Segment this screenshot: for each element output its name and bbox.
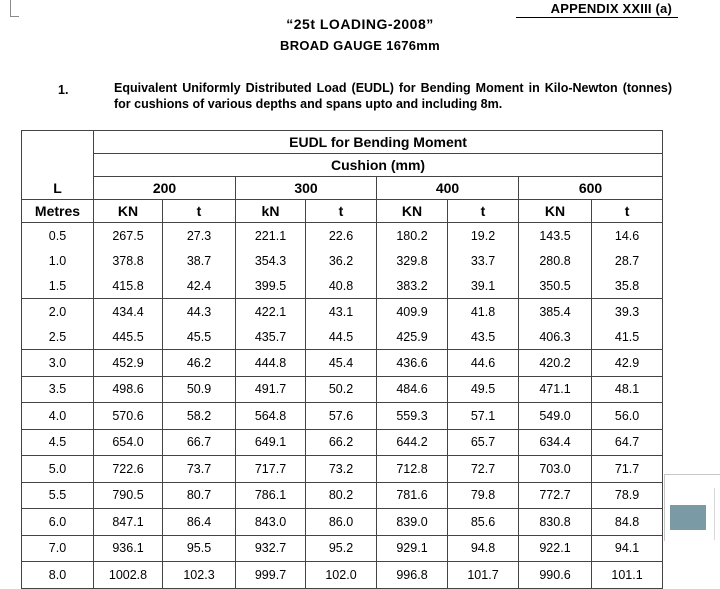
unit-header: t [448,200,519,223]
value-cell: 471.1 [519,376,592,403]
value-cell: 71.7 [592,456,663,483]
value-cell: 36.2 [306,248,377,273]
value-cell: 78.9 [592,482,663,509]
span-cell: 5.5 [22,482,94,509]
value-cell: 94.8 [448,535,519,562]
value-cell: 85.6 [448,509,519,536]
value-cell: 19.2 [448,223,519,249]
value-cell: 50.2 [306,376,377,403]
value-cell: 48.1 [592,376,663,403]
value-cell: 101.7 [448,562,519,589]
value-cell: 95.2 [306,535,377,562]
value-cell: 50.9 [163,376,236,403]
table-row [22,456,663,483]
span-cell: 4.5 [22,429,94,456]
span-cell: 3.5 [22,376,94,403]
document-title: “25t LOADING-2008” [286,16,434,32]
value-cell: 66.2 [306,429,377,456]
value-cell: 786.1 [236,482,306,509]
value-cell: 58.2 [163,403,236,430]
table-row [22,324,663,350]
value-cell: 644.2 [377,429,448,456]
value-cell: 79.8 [448,482,519,509]
value-cell: 420.2 [519,350,592,377]
value-cell: 57.1 [448,403,519,430]
value-cell: 383.2 [377,273,448,299]
span-cell: 6.0 [22,509,94,536]
value-cell: 385.4 [519,299,592,325]
value-cell: 415.8 [94,273,163,299]
unit-header: KN [377,200,448,223]
value-cell: 350.5 [519,273,592,299]
value-cell: 180.2 [377,223,448,249]
value-cell: 452.9 [94,350,163,377]
value-cell: 990.6 [519,562,592,589]
value-cell: 14.6 [592,223,663,249]
value-cell: 45.4 [306,350,377,377]
value-cell: 790.5 [94,482,163,509]
value-cell: 772.7 [519,482,592,509]
eudl-table [21,130,663,589]
span-cell: 5.0 [22,456,94,483]
value-cell: 95.5 [163,535,236,562]
value-cell: 33.7 [448,248,519,273]
value-cell: 425.9 [377,324,448,350]
value-cell: 830.8 [519,509,592,536]
span-cell: 0.5 [22,223,94,249]
value-cell: 45.5 [163,324,236,350]
span-cell: 2.5 [22,324,94,350]
value-cell: 43.1 [306,299,377,325]
value-cell: 73.2 [306,456,377,483]
span-cell: 1.0 [22,248,94,273]
table-row [22,509,663,536]
value-cell: 922.1 [519,535,592,562]
span-cell: 3.0 [22,350,94,377]
value-cell: 649.1 [236,429,306,456]
table-row [22,248,663,273]
value-cell: 484.6 [377,376,448,403]
value-cell: 781.6 [377,482,448,509]
value-cell: 267.5 [94,223,163,249]
value-cell: 143.5 [519,223,592,249]
value-cell: 712.8 [377,456,448,483]
cushion-value-header: 600 [519,177,663,200]
value-cell: 936.1 [94,535,163,562]
table-row [22,403,663,430]
value-cell: 41.5 [592,324,663,350]
value-cell: 35.8 [592,273,663,299]
cushion-value-header: 400 [377,177,519,200]
value-cell: 56.0 [592,403,663,430]
value-cell: 406.3 [519,324,592,350]
unit-header: KN [519,200,592,223]
corner-line-decoration [714,488,715,540]
value-cell: 86.4 [163,509,236,536]
value-cell: 436.6 [377,350,448,377]
span-cell: 1.5 [22,273,94,299]
value-cell: 38.7 [163,248,236,273]
value-cell: 378.8 [94,248,163,273]
value-cell: 221.1 [236,223,306,249]
value-cell: 703.0 [519,456,592,483]
value-cell: 722.6 [94,456,163,483]
span-unit-header: Metres [22,200,94,223]
value-cell: 84.8 [592,509,663,536]
value-cell: 42.9 [592,350,663,377]
value-cell: 549.0 [519,403,592,430]
value-cell: 839.0 [377,509,448,536]
table-row [22,376,663,403]
table-row [22,429,663,456]
value-cell: 559.3 [377,403,448,430]
value-cell: 42.4 [163,273,236,299]
value-cell: 73.7 [163,456,236,483]
value-cell: 491.7 [236,376,306,403]
corner-bracket-decoration [10,0,19,17]
table-title: EUDL for Bending Moment [94,131,663,154]
table-row [22,350,663,377]
cushion-header: Cushion (mm) [94,154,663,177]
value-cell: 66.7 [163,429,236,456]
value-cell: 498.6 [94,376,163,403]
span-header-blank [22,154,94,177]
value-cell: 86.0 [306,509,377,536]
unit-header: t [592,200,663,223]
value-cell: 41.8 [448,299,519,325]
value-cell: 49.5 [448,376,519,403]
value-cell: 80.2 [306,482,377,509]
value-cell: 1002.8 [94,562,163,589]
value-cell: 422.1 [236,299,306,325]
span-cell: 8.0 [22,562,94,589]
value-cell: 28.7 [592,248,663,273]
unit-header: t [163,200,236,223]
unit-header: t [306,200,377,223]
value-cell: 717.7 [236,456,306,483]
value-cell: 102.3 [163,562,236,589]
span-cell: 7.0 [22,535,94,562]
value-cell: 43.5 [448,324,519,350]
unit-header: kN [236,200,306,223]
unit-header: KN [94,200,163,223]
table-row [22,273,663,299]
span-cell: 2.0 [22,299,94,325]
value-cell: 65.7 [448,429,519,456]
value-cell: 409.9 [377,299,448,325]
value-cell: 280.8 [519,248,592,273]
value-cell: 929.1 [377,535,448,562]
document-subtitle: BROAD GAUGE 1676mm [280,38,440,53]
value-cell: 354.3 [236,248,306,273]
value-cell: 847.1 [94,509,163,536]
value-cell: 654.0 [94,429,163,456]
value-cell: 634.4 [519,429,592,456]
value-cell: 329.8 [377,248,448,273]
value-cell: 40.8 [306,273,377,299]
value-cell: 80.7 [163,482,236,509]
cushion-value-header: 300 [236,177,377,200]
value-cell: 843.0 [236,509,306,536]
value-cell: 434.4 [94,299,163,325]
table-row [22,299,663,325]
value-cell: 999.7 [236,562,306,589]
table-body [22,223,663,589]
value-cell: 996.8 [377,562,448,589]
value-cell: 564.8 [236,403,306,430]
value-cell: 399.5 [236,273,306,299]
value-cell: 39.3 [592,299,663,325]
value-cell: 932.7 [236,535,306,562]
value-cell: 22.6 [306,223,377,249]
value-cell: 27.3 [163,223,236,249]
value-cell: 101.1 [592,562,663,589]
value-cell: 444.8 [236,350,306,377]
value-cell: 102.0 [306,562,377,589]
span-header-blank [22,131,94,154]
value-cell: 570.6 [94,403,163,430]
table-row [22,482,663,509]
span-header: L [22,177,94,200]
value-cell: 57.6 [306,403,377,430]
table-row [22,562,663,589]
cushion-value-header: 200 [94,177,236,200]
value-cell: 64.7 [592,429,663,456]
value-cell: 39.1 [448,273,519,299]
value-cell: 435.7 [236,324,306,350]
corner-accent-box [670,505,706,530]
paragraph-number: 1. [58,83,69,97]
value-cell: 72.7 [448,456,519,483]
appendix-label: APPENDIX XXIII (a) [550,1,672,16]
table-row [22,535,663,562]
value-cell: 445.5 [94,324,163,350]
paragraph-text: Equivalent Uniformly Distributed Load (EUDL) for Bending Moment in Kilo-Newton (tonnes) for cushions of various depths and spans upto and including 8m. [114,81,672,111]
table-row [22,223,663,249]
span-cell: 4.0 [22,403,94,430]
value-cell: 44.5 [306,324,377,350]
value-cell: 44.6 [448,350,519,377]
value-cell: 94.1 [592,535,663,562]
value-cell: 44.3 [163,299,236,325]
value-cell: 46.2 [163,350,236,377]
